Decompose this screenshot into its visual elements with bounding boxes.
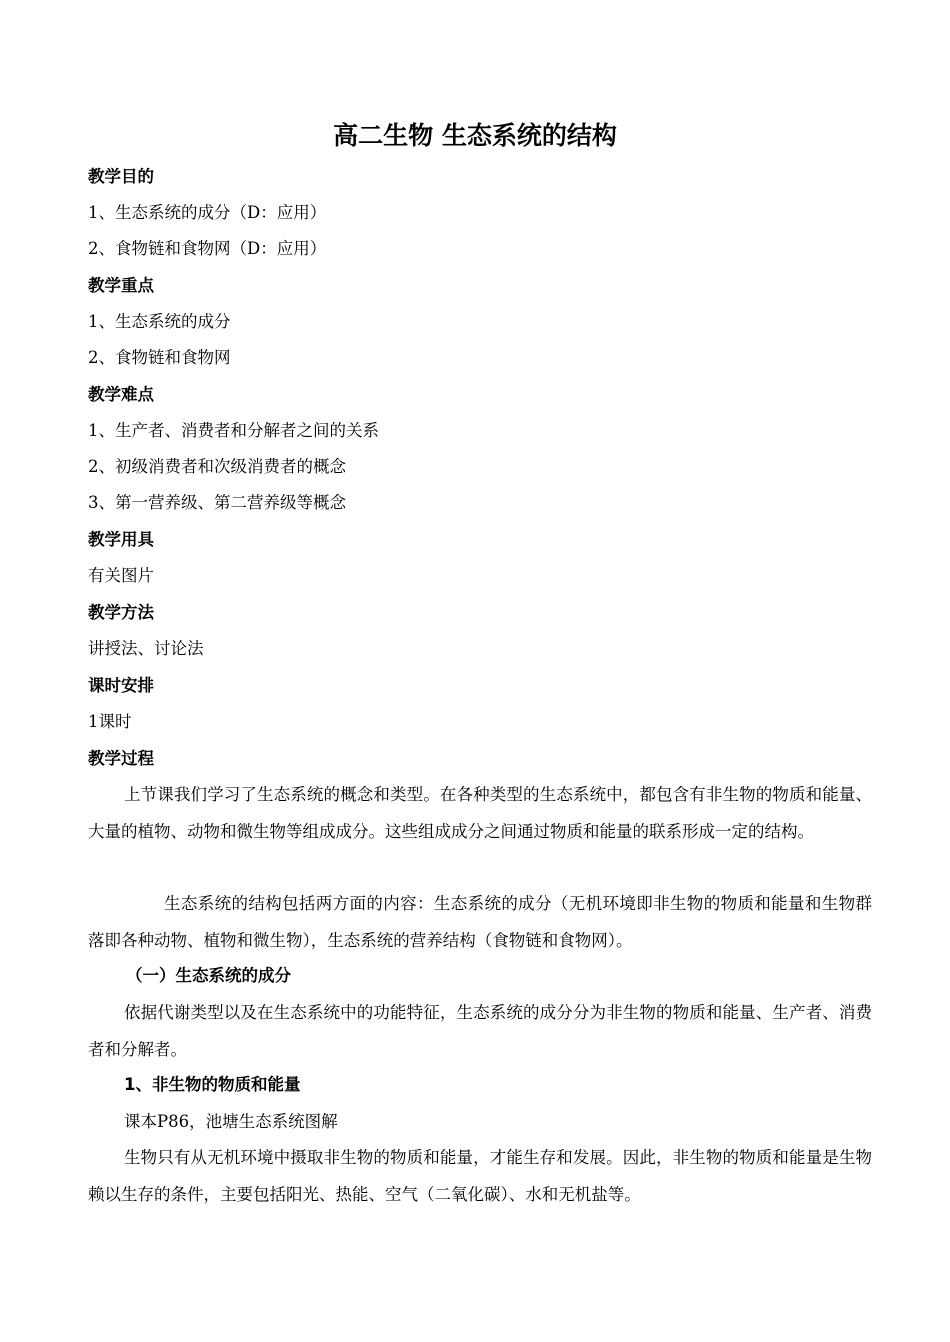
objective-item-1: 1、生态系统的成分（D：应用） bbox=[88, 203, 327, 222]
tools-heading: 教学用具 bbox=[88, 530, 154, 549]
key-point-item-1: 1、生态系统的成分 bbox=[88, 312, 231, 331]
schedule-text: 1课时 bbox=[88, 712, 132, 731]
difficulty-item-2: 2、初级消费者和次级消费者的概念 bbox=[88, 457, 346, 476]
key-point-item-2: 2、食物链和食物网 bbox=[88, 348, 231, 367]
process-paragraph-2: 生态系统的结构包括两方面的内容：生态系统的成分（无机环境即非生物的物质和能量和生物群落即各种动物、植物和微生物），生态系统的营养结构（食物链和食物网）。 bbox=[88, 894, 872, 950]
tools-text: 有关图片 bbox=[88, 566, 154, 585]
process-paragraph-3: 依据代谢类型以及在生态系统中的功能特征，生态系统的成分分为非生物的物质和能量、生产者、消费者和分解者。 bbox=[88, 1003, 872, 1059]
objectives-heading: 教学目的 bbox=[88, 167, 154, 186]
difficulties-heading: 教学难点 bbox=[88, 385, 154, 404]
page-title: 高二生物 生态系统的结构 bbox=[333, 121, 617, 150]
difficulty-item-1: 1、生产者、消费者和分解者之间的关系 bbox=[88, 421, 379, 440]
process-paragraph-5: 生物只有从无机环境中摄取非生物的物质和能量，才能生存和发展。因此，非生物的物质和能量是生物赖以生存的条件，主要包括阳光、热能、空气（二氧化碳）、水和无机盐等。 bbox=[88, 1148, 872, 1204]
methods-heading: 教学方法 bbox=[88, 603, 154, 622]
subheading-nonliving: 1、非生物的物质和能量 bbox=[124, 1075, 301, 1094]
methods-text: 讲授法、讨论法 bbox=[88, 639, 204, 658]
key-points-heading: 教学重点 bbox=[88, 276, 154, 295]
subheading-components: （一）生态系统的成分 bbox=[126, 966, 291, 985]
schedule-heading: 课时安排 bbox=[88, 676, 154, 695]
textbook-reference: 课本P86，池塘生态系统图解 bbox=[124, 1112, 338, 1131]
process-heading: 教学过程 bbox=[88, 749, 154, 768]
difficulty-item-3: 3、第一营养级、第二营养级等概念 bbox=[88, 493, 346, 512]
objective-item-2: 2、食物链和食物网（D：应用） bbox=[88, 239, 327, 258]
process-paragraph-1: 上节课我们学习了生态系统的概念和类型。在各种类型的生态系统中，都包含有非生物的物质和能量、大量的植物、动物和微生物等组成成分。这些组成成分之间通过物质和能量的联系形成一定的结构。 bbox=[88, 785, 872, 841]
